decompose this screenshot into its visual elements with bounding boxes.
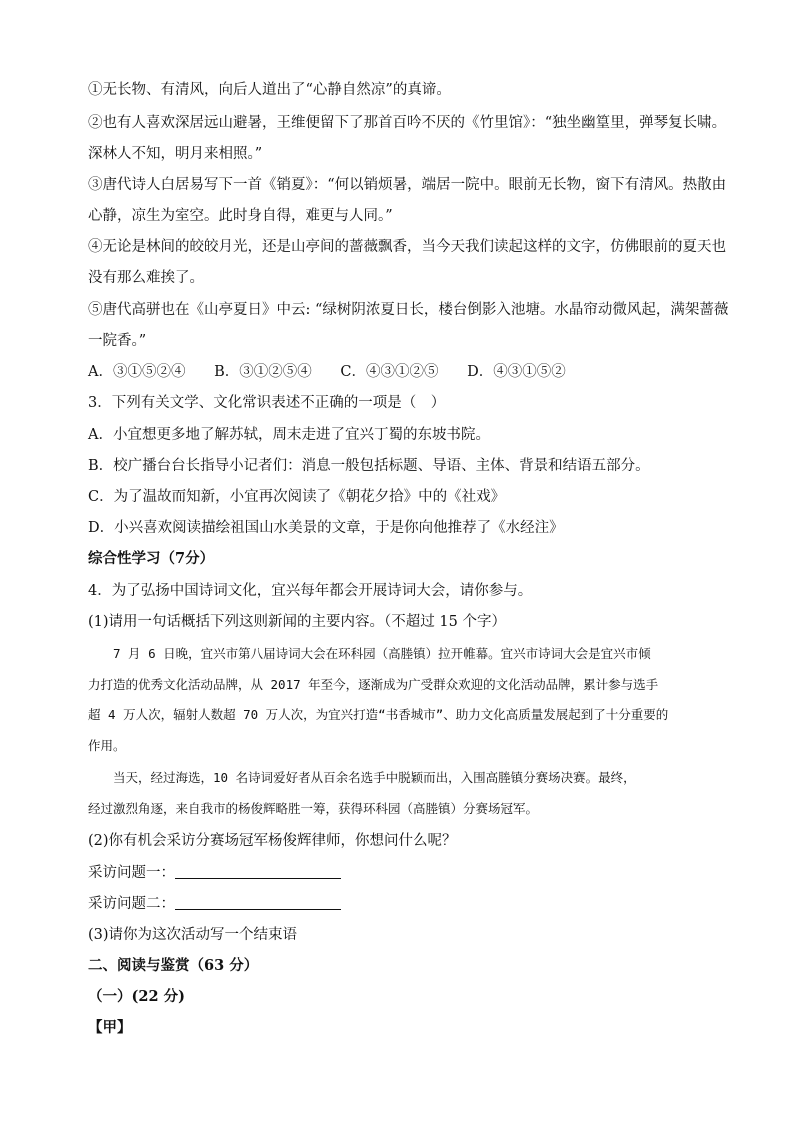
news-line-3: 超 4 万人次，辐射人数超 70 万人次，为宜兴打造“书香城市”、助力文化高质量发展起到了十分重要的	[88, 707, 669, 722]
answer-blank-2[interactable]	[175, 895, 341, 910]
passage-line-2: ②也有人喜欢深居远山避暑，王维便留下了那首百吟不厌的《竹里馆》：“独坐幽篁里，弹琴复长啸。	[88, 115, 727, 131]
q4-sub1: (1)请用一句话概括下列这则新闻的主要内容。（不超过 15 个字）	[88, 614, 506, 630]
q4-sub3: (3)请你为这次活动写一个结束语	[88, 927, 298, 943]
passage-line-4: ③唐代诗人白居易写下一首《销夏》：“何以销烦暑，端居一院中。眼前无长物，窗下有清风。热散由	[88, 177, 727, 193]
part-two-heading: 二、阅读与鉴赏（63 分）	[88, 957, 259, 974]
q2-option-d: D．④③①⑤②	[467, 364, 566, 380]
passage-jia-label: 【甲】	[88, 1019, 132, 1036]
q3-stem: 3．下列有关文学、文化常识表述不正确的一项是（ ）	[88, 395, 446, 411]
news-line-5: 当天，经过海选，10 名诗词爱好者从百余名选手中脱颖而出，入围高塍镇分赛场决赛。最终，	[88, 770, 636, 785]
news-line-2: 力打造的优秀文化活动品牌，从 2017 年至今，逐渐成为广受群众欢迎的文化活动品牌，累计参与选手	[88, 677, 659, 692]
interview-question-2	[88, 894, 341, 914]
interview-question-1	[88, 863, 341, 883]
q3-option-d: D．小兴喜欢阅读描绘祖国山水美景的文章，于是你向他推荐了《水经注》	[88, 520, 564, 536]
news-line-4: 作用。	[88, 738, 126, 753]
interview-label-2: 采访问题二：	[88, 896, 175, 912]
passage-line-3: 深林人不知，明月来相照。”	[88, 146, 263, 162]
q4-stem: 4．为了弘扬中国诗词文化，宜兴每年都会开展诗词大会，请你参与。	[88, 583, 533, 599]
q4-sub2: (2)你有机会采访分赛场冠军杨俊辉律师，你想问什么呢？	[88, 833, 457, 849]
interview-label-1: 采访问题一：	[88, 865, 175, 881]
passage-line-9: 一院香。”	[88, 333, 147, 349]
passage-line-7: 没有那么难挨了。	[88, 270, 204, 286]
news-line-6: 经过激烈角逐，来自我市的杨俊辉略胜一筹，获得环科园（高塍镇）分赛场冠军。	[88, 801, 539, 816]
q3-option-c: C．为了温故而知新，小宜再次阅读了《朝花夕拾》中的《社戏》	[88, 489, 506, 505]
q3-option-b: B．校广播台台长指导小记者们：消息一般包括标题、导语、主体、背景和结语五部分。	[88, 458, 650, 474]
answer-blank-1[interactable]	[175, 864, 341, 879]
q3-option-a: A．小宜想更多地了解苏轼，周末走进了宜兴丁蜀的东坡书院。	[88, 427, 490, 443]
passage-line-5: 心静，凉生为室空。此时身自得，难更与人同。”	[88, 208, 393, 224]
q2-option-c: C．④③①②⑤	[340, 364, 439, 380]
q2-option-a: A．③①⑤②④	[88, 364, 186, 380]
news-line-1: 7 月 6 日晚，宜兴市第八届诗词大会在环科园（高塍镇）拉开帷幕。宜兴市诗词大会是宜兴市倾	[88, 646, 651, 661]
section-heading-comprehensive: 综合性学习（7分）	[88, 550, 215, 567]
q2-option-b: B．③①②⑤④	[214, 364, 312, 380]
passage-line-8: ⑤唐代高骈也在《山亭夏日》中云: “绿树阴浓夏日长，楼台倒影入池塘。水晶帘动微风起，满架蔷薇	[88, 302, 729, 318]
q2-options	[88, 362, 590, 382]
passage-line-1: ①无长物、有清风，向后人道出了“心静自然凉”的真谛。	[88, 82, 451, 98]
part-two-subheading: （一）(22 分)	[88, 988, 185, 1005]
passage-line-6: ④无论是林间的皎皎月光，还是山亭间的蔷薇飘香，当今天我们读起这样的文字，仿佛眼前的夏天也	[88, 239, 726, 255]
